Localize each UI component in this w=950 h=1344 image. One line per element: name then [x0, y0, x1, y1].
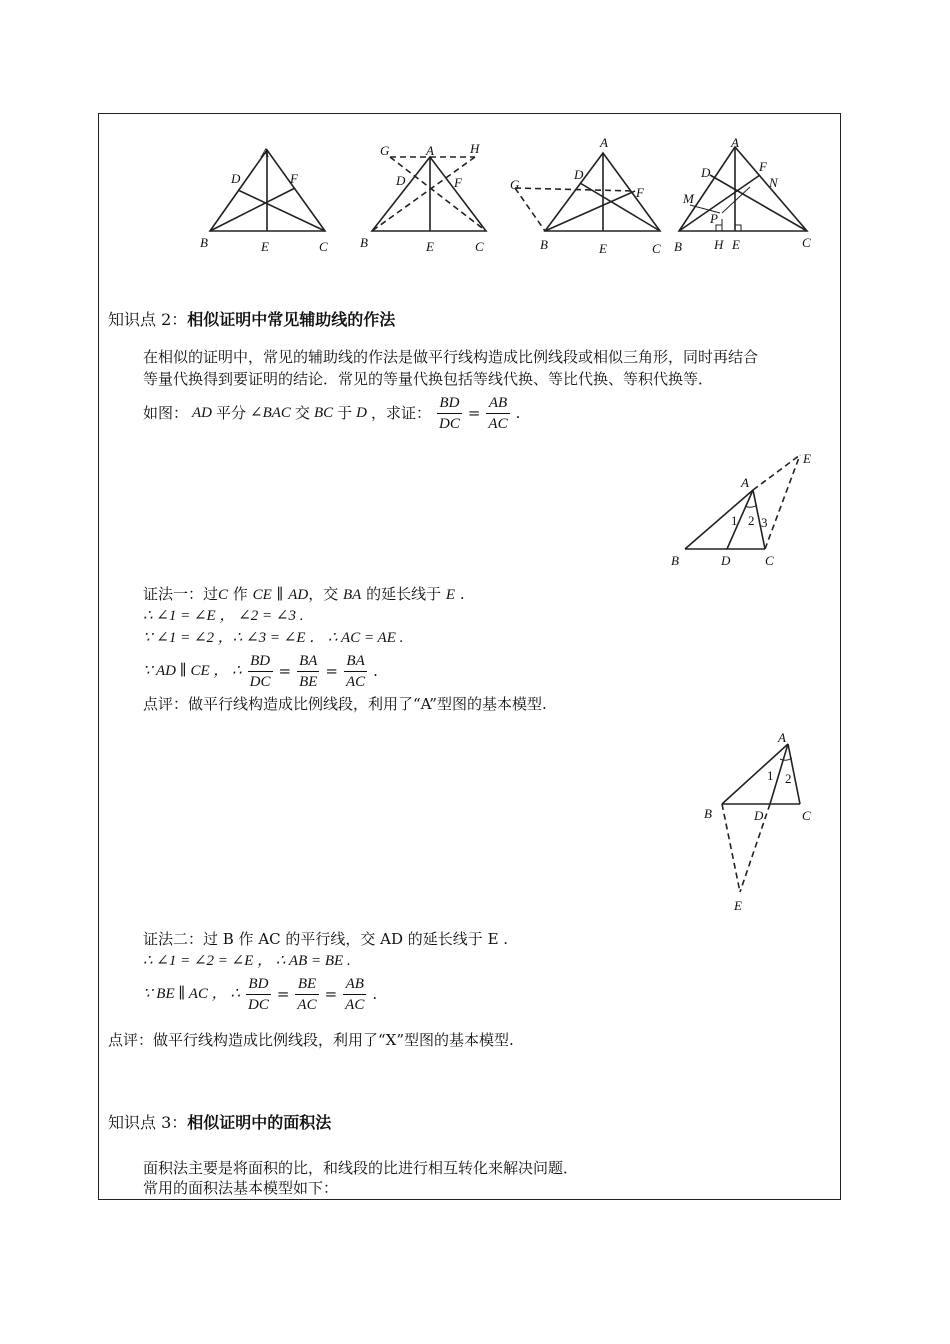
figure-2 — [360, 141, 486, 254]
section3-title-prefix: 知识点 3： — [108, 1113, 188, 1132]
fig6-label-A: A — [778, 730, 786, 745]
fig2-label-F: F — [454, 175, 462, 190]
fig6-angle-2: 2 — [785, 771, 792, 786]
figure-1 — [200, 145, 328, 254]
fig2-label-H: H — [470, 141, 480, 156]
fig4-label-P: P — [710, 211, 718, 226]
fig4-label-F: F — [759, 159, 767, 174]
fig5-label-E: E — [803, 451, 811, 466]
fig4-label-N: N — [769, 175, 778, 190]
example-bisects: 平分 — [216, 404, 247, 422]
section2-title: 相似证明中常见辅助线的作法 — [187, 310, 396, 329]
fig5-label-D: D — [721, 553, 731, 568]
proof2-line1: 证法二：过 B 作 AC 的平行线，交 AD 的延长线于 E . — [143, 930, 509, 948]
proof2-frac1: $\frac{BD}{DC}$ — [248, 975, 269, 1013]
proof1-frac3: $\frac{BA}{AC}$ — [346, 652, 366, 690]
proof1-line2: ∴ ∠1 = ∠E ， ∠2 = ∠3 . — [143, 608, 304, 624]
example-bc: BC — [313, 405, 334, 421]
fig5-label-C: C — [765, 553, 774, 568]
proof2-comment: 点评：做平行线构造成比例线段，利用了“X”型图的基本模型. — [108, 1031, 514, 1049]
fig2-label-D: D — [396, 173, 406, 188]
fig3-label-E: E — [599, 241, 607, 256]
proof1-figure — [665, 445, 825, 570]
example-at: 于 — [337, 404, 353, 422]
proof1-comment: 点评：做平行线构造成比例线段，利用了“A”型图的基本模型. — [143, 695, 547, 713]
fig3-label-D: D — [574, 167, 584, 182]
fig4-label-B: B — [674, 239, 682, 254]
fraction-bd-dc: $\frac{BD}{DC}$ — [439, 394, 460, 432]
fig6-label-C: C — [802, 808, 811, 823]
fig4-label-D: D — [701, 165, 711, 180]
fig4-label-A: A — [731, 135, 739, 150]
section2-intro-line2: 等量代换得到要证明的结论．常见的等量代换包括等线代换、等比代换、等积代换等． — [143, 370, 714, 388]
proof2-frac2: $\frac{BE}{AC}$ — [297, 975, 317, 1013]
fig3-label-F: F — [636, 185, 644, 200]
fig6-label-B: B — [704, 806, 712, 821]
figure-4 — [674, 135, 811, 254]
fig5-angle-3: 3 — [761, 515, 768, 530]
fig4-label-C: C — [802, 235, 811, 250]
proof2-line3: ∵ BE ∥ AC ， ∴ $\frac{BD}{DC}$ = $\frac{BE}{AC}$ = $\frac{AB}{AC}$ . — [143, 975, 378, 1013]
fig5-angle-2: 2 — [748, 513, 755, 528]
proof2-figure — [700, 730, 820, 915]
proof1-line3: ∵ ∠1 = ∠2 ，∴ ∠3 = ∠E ． ∴ AC = AE . — [143, 630, 404, 646]
section2-intro-line1: 在相似的证明中，常见的辅助线的作法是做平行线构造成比例线段或相似三角形，同时再结合 — [143, 348, 759, 366]
example-ad: AD — [192, 405, 213, 421]
fig5-label-B: B — [671, 553, 679, 568]
fig4-label-H: H — [714, 237, 724, 252]
fig2-label-C: C — [475, 239, 484, 254]
section3-title: 相似证明中的面积法 — [187, 1113, 332, 1132]
section3-heading — [108, 1113, 331, 1133]
example-d: D — [356, 405, 367, 421]
example-angle: ∠BAC — [250, 405, 291, 421]
proof2-frac3: $\frac{AB}{AC}$ — [345, 975, 365, 1013]
figure-3 — [510, 135, 661, 256]
fig3-label-G: G — [510, 177, 520, 192]
period: . — [515, 404, 521, 422]
fig1-label-A: A — [261, 145, 269, 160]
fig2-label-G: G — [380, 143, 390, 158]
fig1-label-C: C — [319, 239, 328, 254]
fig1-label-F: F — [290, 171, 298, 186]
proof1-frac2: $\frac{BA}{BE}$ — [299, 652, 318, 690]
fraction-ab-ac: $\frac{AB}{AC}$ — [488, 394, 508, 432]
fig6-label-E: E — [734, 898, 742, 913]
fig2-label-A: A — [426, 143, 434, 158]
proof1-line4: ∵ AD ∥ CE ， ∴ $\frac{BD}{DC}$ = $\frac{BA}{BE}$ = $\frac{BA}{AC}$ . — [143, 652, 378, 690]
proof2-line2: ∴ ∠1 = ∠2 = ∠E ， ∴ AB = BE . — [143, 953, 351, 969]
fig3-label-B: B — [540, 237, 548, 252]
example-prove: ，求证： — [370, 404, 431, 422]
section3-line1: 面积法主要是将面积的比，和线段的比进行相互转化来解决问题． — [143, 1159, 579, 1177]
proof2-line3-prefix: ∵ BE ∥ AC ， ∴ — [143, 986, 240, 1002]
fig2-label-E: E — [426, 239, 434, 254]
fig6-label-D: D — [754, 808, 764, 823]
proof1-frac1: $\frac{BD}{DC}$ — [249, 652, 271, 690]
fig1-label-E: E — [261, 239, 269, 254]
fig2-label-B: B — [360, 235, 368, 250]
section3-line2: 常用的面积法基本模型如下： — [143, 1179, 339, 1197]
fig1-label-D: D — [231, 171, 241, 186]
fig5-label-A: A — [741, 475, 749, 490]
example-cross: 交 — [294, 404, 310, 422]
example-prefix: 如图： — [143, 404, 189, 422]
fig4-label-M: M — [683, 191, 694, 206]
fig1-label-B: B — [200, 235, 208, 250]
top-figures — [190, 135, 830, 260]
fig4-label-E: E — [732, 237, 740, 252]
proof1-line1: 证法一：过C 作 CE ∥ AD，交 BA 的延长线于 E . — [143, 585, 465, 603]
fig5-angle-1: 1 — [731, 513, 738, 528]
section2-heading — [108, 310, 395, 330]
proof1-line4-prefix: ∵ AD ∥ CE ， ∴ — [143, 663, 242, 679]
section2-title-prefix: 知识点 2： — [108, 310, 188, 329]
fig6-angle-1: 1 — [767, 768, 774, 783]
fig3-label-C: C — [652, 241, 661, 256]
fig3-label-A: A — [600, 135, 608, 150]
equals-sign: = — [467, 404, 481, 422]
example-statement — [143, 389, 520, 437]
